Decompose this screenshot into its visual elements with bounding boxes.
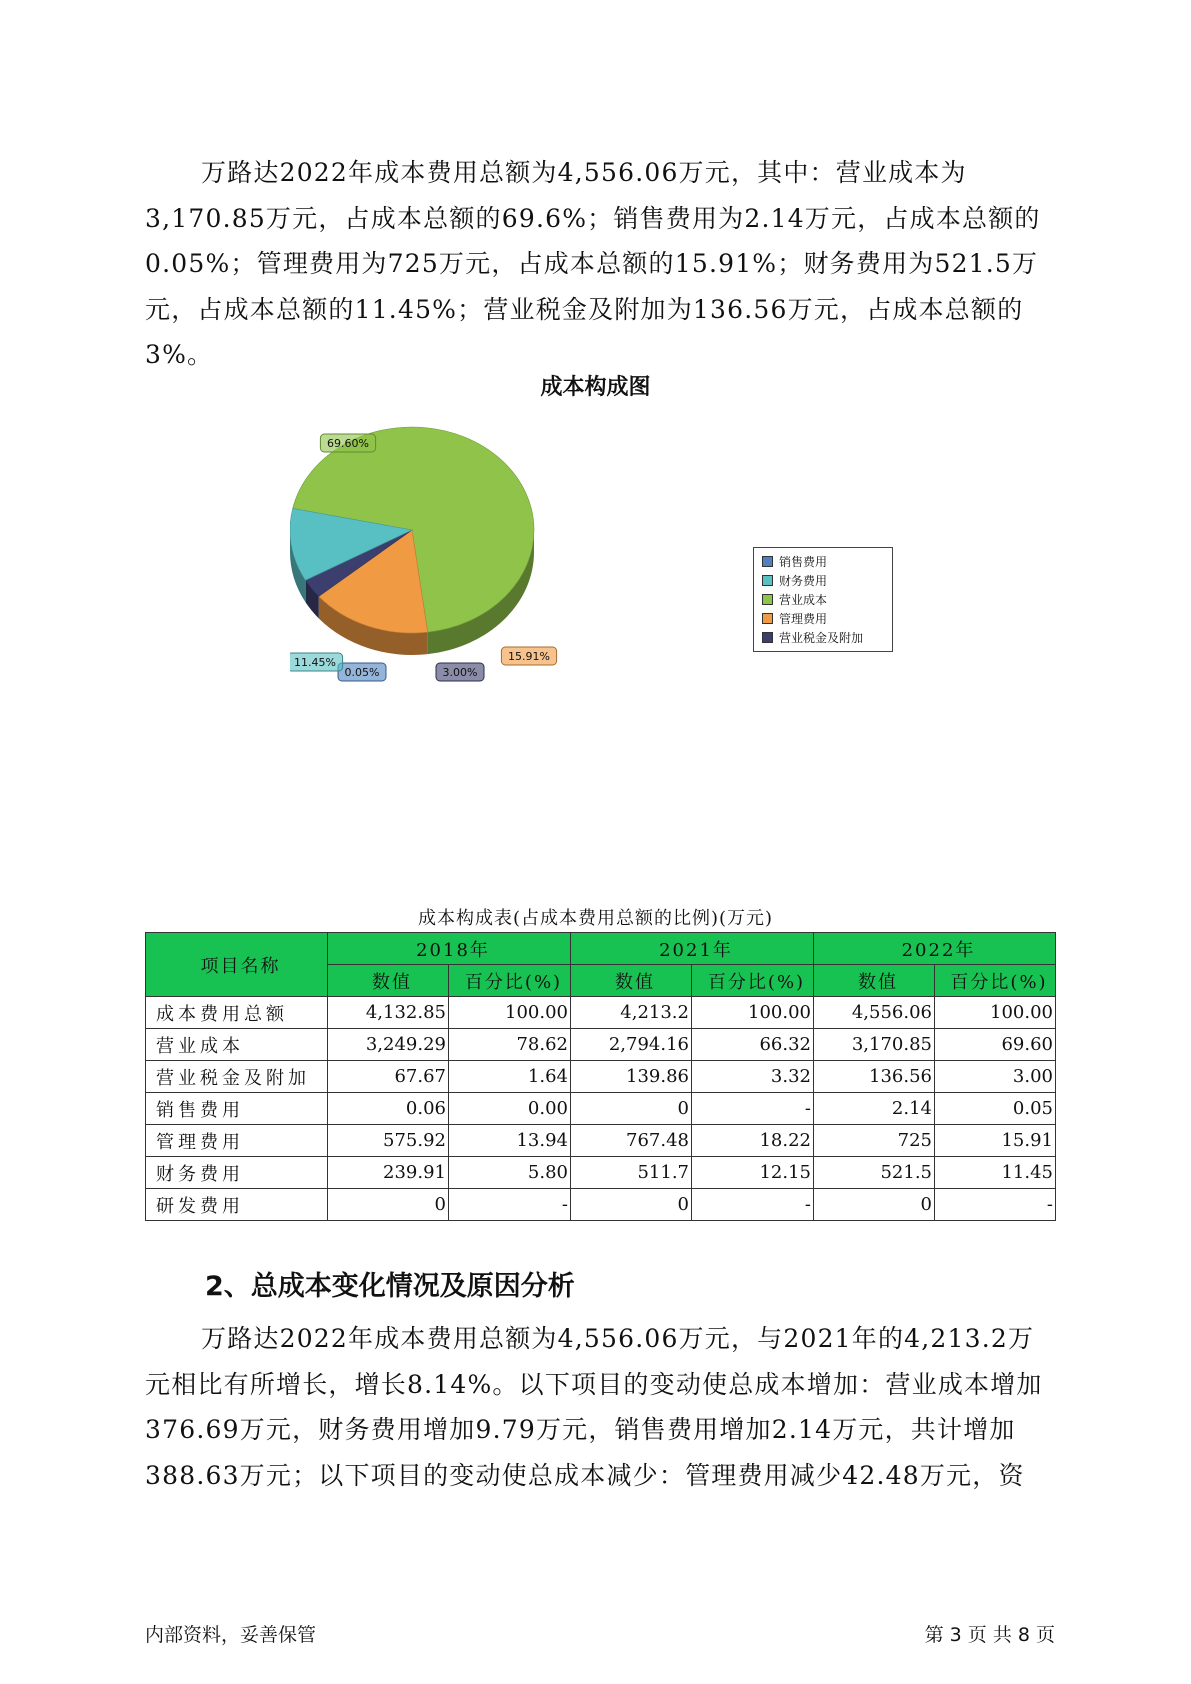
value-header: 数值 (571, 965, 692, 997)
value-cell: 2,794.16 (571, 1029, 692, 1061)
table-row (146, 1157, 1056, 1189)
legend-swatch (762, 594, 773, 605)
value-cell: 767.48 (571, 1125, 692, 1157)
legend-swatch (762, 575, 773, 586)
legend-item (762, 552, 886, 571)
value-cell: 725 (814, 1125, 935, 1157)
percent-cell: - (449, 1189, 571, 1221)
percent-cell: 1.64 (449, 1061, 571, 1093)
pie-data-label (338, 663, 386, 681)
value-cell: 2.14 (814, 1093, 935, 1125)
percent-cell: 0.00 (449, 1093, 571, 1125)
legend-item (762, 609, 886, 628)
row-label: 成本费用总额 (146, 997, 328, 1029)
pie-data-label (501, 647, 556, 665)
value-header: 数值 (328, 965, 449, 997)
pie-data-label (320, 434, 375, 452)
value-cell: 0 (328, 1189, 449, 1221)
year-header-2022: 2022年 (814, 933, 1056, 965)
section-heading: 2、总成本变化情况及原因分析 (205, 1271, 575, 1302)
value-cell: 511.7 (571, 1157, 692, 1189)
pie-data-label-text: 3.00% (442, 666, 478, 679)
value-cell: 0 (814, 1189, 935, 1221)
analysis-paragraph-text: 万路达2022年成本费用总额为4,556.06万元，与2021年的4,213.2万元相比有所增长，增长8.14%。以下项目的变动使总成本增加：营业成本增加376.69万元，财务费用增加9.79万元，销售费用增加2.14万元，共计增加388.63万元；以下项目的变动使总成本减少：管理费用减少42.48万元，资 (145, 1324, 1043, 1490)
intro-paragraph-text: 万路达2022年成本费用总额为4,556.06万元，其中：营业成本为3,170.85万元，占成本总额的69.6%；销售费用为2.14万元，占成本总额的0.05%；管理费用为725万元，占成本总额的15.91%；财务费用为521.5万元，占成本总额的11.45%；营业税金及附加为136.56万元，占成本总额的3%。 (145, 158, 1041, 369)
intro-paragraph (145, 150, 1050, 378)
value-cell: 0 (571, 1189, 692, 1221)
legend-label: 营业成本 (779, 593, 828, 607)
percent-header: 百分比(%) (449, 965, 571, 997)
legend-label: 销售费用 (779, 555, 828, 569)
row-label: 营业税金及附加 (146, 1061, 328, 1093)
table-row (146, 1061, 1056, 1093)
legend-item (762, 590, 886, 609)
year-header-2018: 2018年 (328, 933, 571, 965)
percent-cell: 100.00 (692, 997, 814, 1029)
percent-cell: 3.32 (692, 1061, 814, 1093)
table-caption: 成本构成表(占成本费用总额的比例)(万元) (417, 908, 774, 929)
percent-cell: 0.05 (935, 1093, 1056, 1125)
percent-cell: 100.00 (935, 997, 1056, 1029)
table-row (146, 1029, 1056, 1061)
table-row (146, 1093, 1056, 1125)
cost-pie-chart (290, 420, 590, 700)
value-cell: 4,556.06 (814, 997, 935, 1029)
row-label: 财务费用 (146, 1157, 328, 1189)
value-cell: 136.56 (814, 1061, 935, 1093)
percent-cell: - (935, 1189, 1056, 1221)
analysis-paragraph (145, 1316, 1050, 1498)
value-cell: 575.92 (328, 1125, 449, 1157)
table-row (146, 1125, 1056, 1157)
percent-cell: - (692, 1189, 814, 1221)
percent-cell: 11.45 (935, 1157, 1056, 1189)
percent-cell: 66.32 (692, 1029, 814, 1061)
value-cell: 3,249.29 (328, 1029, 449, 1061)
footer-confidential-note: 内部资料，妥善保管 (145, 1624, 317, 1646)
value-cell: 239.91 (328, 1157, 449, 1189)
row-label: 研发费用 (146, 1189, 328, 1221)
pie-data-label (290, 653, 343, 671)
value-cell: 139.86 (571, 1061, 692, 1093)
percent-cell: 18.22 (692, 1125, 814, 1157)
value-cell: 0.06 (328, 1093, 449, 1125)
value-cell: 4,213.2 (571, 997, 692, 1029)
legend-swatch (762, 613, 773, 624)
table-row (146, 1189, 1056, 1221)
percent-cell: 100.00 (449, 997, 571, 1029)
percent-cell: 12.15 (692, 1157, 814, 1189)
chart-legend (753, 547, 893, 652)
percent-cell: 3.00 (935, 1061, 1056, 1093)
pie-data-label (436, 663, 484, 681)
percent-cell: 69.60 (935, 1029, 1056, 1061)
legend-swatch (762, 556, 773, 567)
pie-data-label-text: 11.45% (294, 656, 336, 669)
pie-data-label-text: 0.05% (344, 666, 380, 679)
value-cell: 67.67 (328, 1061, 449, 1093)
year-header-2021: 2021年 (571, 933, 814, 965)
legend-item (762, 628, 886, 647)
value-cell: 3,170.85 (814, 1029, 935, 1061)
legend-label: 营业税金及附加 (779, 631, 864, 645)
percent-cell: 78.62 (449, 1029, 571, 1061)
footer-page-number: 第 3 页 共 8 页 (924, 1624, 1055, 1646)
table-row (146, 997, 1056, 1029)
row-label: 销售费用 (146, 1093, 328, 1125)
legend-item (762, 571, 886, 590)
value-cell: 4,132.85 (328, 997, 449, 1029)
value-cell: 521.5 (814, 1157, 935, 1189)
percent-cell: - (692, 1093, 814, 1125)
chart-title: 成本构成图 (540, 375, 651, 400)
cost-table (145, 932, 1056, 1221)
legend-swatch (762, 632, 773, 643)
percent-cell: 13.94 (449, 1125, 571, 1157)
legend-label: 管理费用 (779, 612, 828, 626)
percent-cell: 15.91 (935, 1125, 1056, 1157)
pie-data-label-text: 69.60% (327, 437, 369, 450)
pie-data-label-text: 15.91% (508, 650, 550, 663)
legend-label: 财务费用 (779, 574, 828, 588)
percent-cell: 5.80 (449, 1157, 571, 1189)
row-label: 管理费用 (146, 1125, 328, 1157)
value-header: 数值 (814, 965, 935, 997)
percent-header: 百分比(%) (935, 965, 1056, 997)
value-cell: 0 (571, 1093, 692, 1125)
row-label: 营业成本 (146, 1029, 328, 1061)
item-name-header: 项目名称 (146, 933, 328, 997)
percent-header: 百分比(%) (692, 965, 814, 997)
